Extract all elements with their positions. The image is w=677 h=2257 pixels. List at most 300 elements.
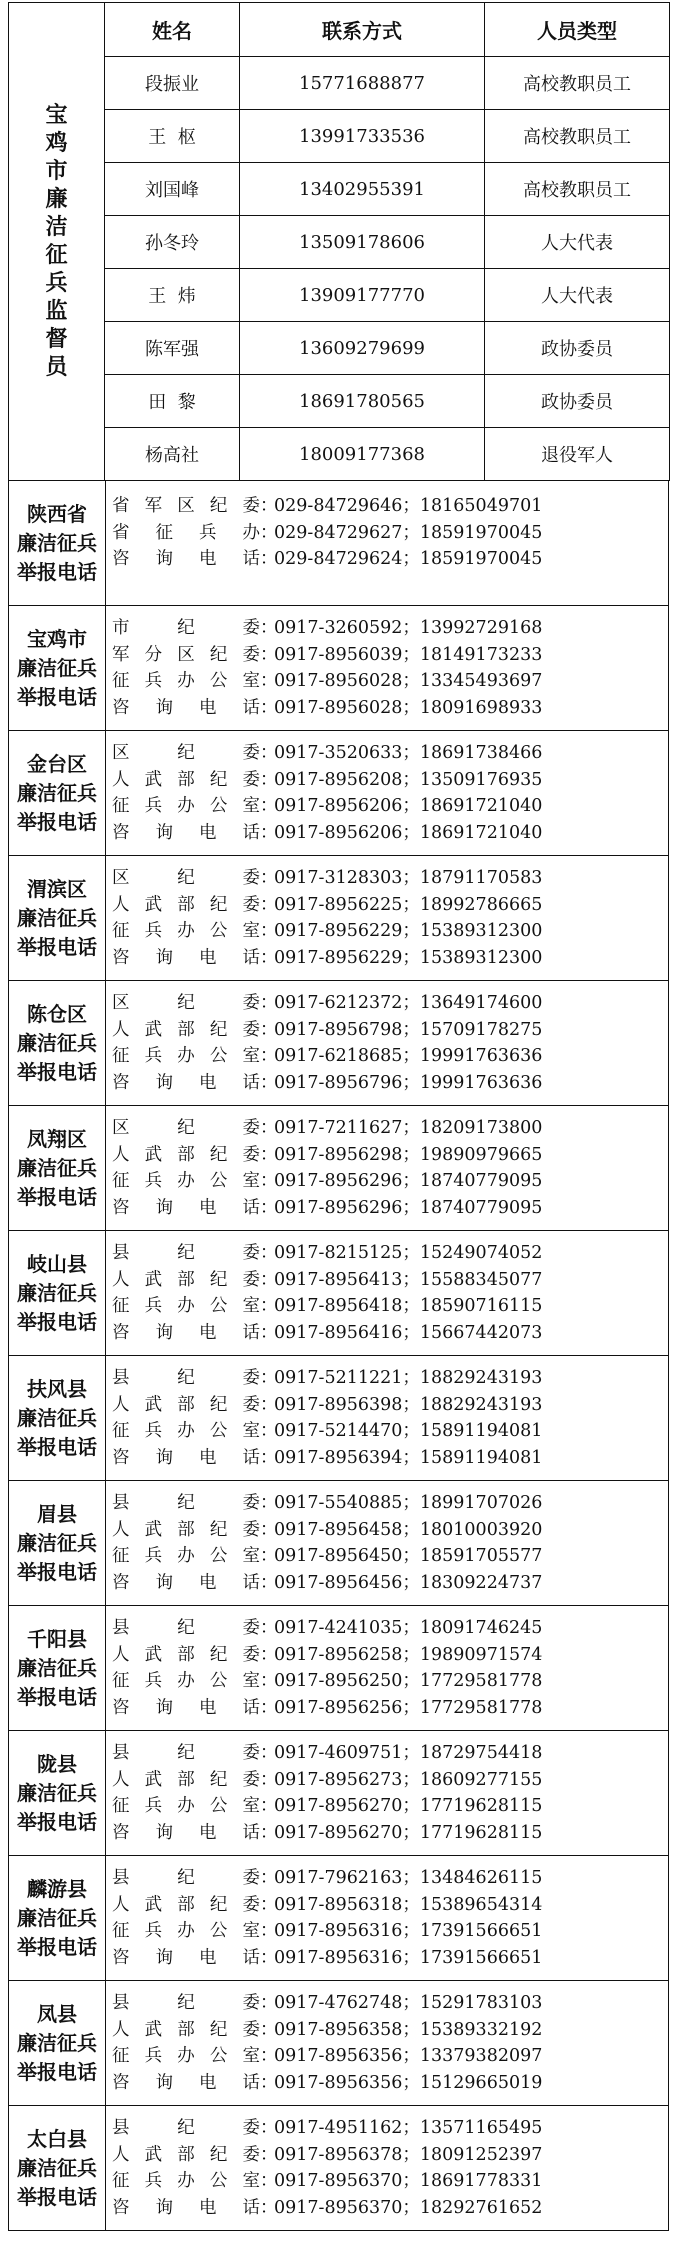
hotline-phone[interactable]: 0917-6212372；13649174600 (274, 993, 543, 1013)
hotline-region-line: 举报电话 (17, 2059, 97, 2084)
hotline-region-line: 陕西省 (27, 501, 87, 526)
hotline-phone[interactable]: 0917-8956208；13509176935 (274, 769, 543, 790)
hotline-phone[interactable]: 0917-8956258；19890971574 (274, 1644, 543, 1665)
hotline-label: 县纪委 (112, 1868, 260, 1888)
hotline-entry (112, 2043, 668, 2070)
hotline-region-line: 眉县 (37, 1501, 77, 1526)
hotline-label: 人武部纪委 (112, 2144, 260, 2165)
hotline-phone[interactable]: 0917-8956229；15389312300 (274, 947, 543, 968)
hotline-phone[interactable]: 0917-8956028；18091698933 (274, 697, 543, 718)
hotline-entry (112, 1990, 668, 2017)
hotline-region-line: 岐山县 (27, 1251, 87, 1276)
hotline-region (9, 1231, 106, 1355)
hotline-region-line: 麟游县 (27, 1876, 87, 1901)
hotline-label: 人武部纪委 (112, 1769, 260, 1790)
hotline-phone[interactable]: 0917-8956370；18292761652 (274, 2197, 543, 2218)
hotline-phone[interactable]: 0917-8956358；15389332192 (274, 2019, 543, 2040)
hotline-phone[interactable]: 0917-8956416；15667442073 (274, 1322, 543, 1343)
hotline-colon: ： (260, 549, 278, 569)
hotline-entry (112, 1820, 668, 1847)
hotline-entry (112, 1767, 668, 1794)
hotline-region-line: 廉洁征兵 (17, 655, 97, 680)
hotline-entry (112, 1668, 668, 1695)
hotline-lines (106, 981, 668, 1105)
hotline-colon: ： (260, 2171, 278, 2191)
hotline-entry (112, 1740, 668, 1767)
hotline-phone[interactable]: 029-84729627；18591970045 (274, 522, 543, 543)
monitor-row (9, 269, 670, 322)
hotline-label: 咨询电话 (112, 1322, 260, 1343)
hotline-lines (106, 1981, 668, 2105)
monitor-type-cell: 人大代表 (485, 269, 670, 322)
hotline-label: 征兵办公室 (112, 1171, 260, 1191)
hotline-entry (112, 945, 668, 972)
hotline-phone[interactable]: 0917-8956270；17719628115 (274, 1796, 543, 1816)
hotline-colon: ： (260, 697, 278, 718)
monitor-group-label: 宝鸡市廉洁征兵监督员 (45, 102, 68, 380)
hotline-colon: ： (260, 921, 278, 941)
hotline-entry (112, 1695, 668, 1722)
hotline-label: 征兵办公室 (112, 2046, 260, 2066)
hotline-colon: ： (260, 796, 278, 816)
hotline-entry (112, 892, 668, 919)
hotline-label: 征兵办公室 (112, 2171, 260, 2191)
hotline-region-line: 举报电话 (17, 2184, 97, 2209)
hotline-colon: ： (260, 822, 278, 843)
hotline-colon: ： (260, 1572, 278, 1593)
monitor-type-cell: 高校教职员工 (485, 163, 670, 216)
hotline-label: 人武部纪委 (112, 1144, 260, 1165)
hotline-label: 省征兵办 (112, 522, 260, 543)
monitor-name-cell: 王 枢 (105, 110, 240, 163)
hotline-label: 征兵办公室 (112, 671, 260, 691)
monitor-name-cell: 陈军强 (105, 322, 240, 375)
hotline-region-line: 举报电话 (17, 809, 97, 834)
hotline-lines (106, 1481, 668, 1605)
hotline-region (9, 856, 106, 980)
hotline-label: 征兵办公室 (112, 1671, 260, 1691)
hotline-region-line: 廉洁征兵 (17, 1530, 97, 1555)
hotline-label: 县纪委 (112, 1993, 260, 2013)
hotline-phone[interactable]: 0917-7211627；18209173800 (274, 1118, 543, 1138)
header-contact: 联系方式 (240, 3, 485, 57)
hotline-colon: ： (260, 644, 278, 665)
monitor-phone-cell: 13909177770 (240, 269, 485, 322)
hotline-phone[interactable]: 0917-8956229；15389312300 (274, 921, 543, 941)
hotline-block (8, 481, 669, 606)
hotline-phone[interactable]: 0917-8956298；19890979665 (274, 1144, 543, 1165)
hotline-region-line: 陇县 (37, 1751, 77, 1776)
hotline-region (9, 1606, 106, 1730)
hotline-entry (112, 1793, 668, 1820)
hotline-label: 征兵办公室 (112, 1921, 260, 1941)
hotline-entry (112, 1490, 668, 1517)
hotline-colon: ： (260, 1144, 278, 1165)
hotline-entry (112, 990, 668, 1017)
hotline-label: 咨询电话 (112, 2072, 260, 2093)
hotline-region-line: 廉洁征兵 (17, 1905, 97, 1930)
hotline-region-line: 廉洁征兵 (17, 2030, 97, 2055)
hotline-colon: ： (260, 2118, 278, 2138)
hotline-phone[interactable]: 0917-8956356；13379382097 (274, 2046, 543, 2066)
hotline-phone[interactable]: 0917-4762748；15291783103 (274, 1993, 543, 2013)
hotline-colon: ： (260, 1546, 278, 1566)
hotline-entry (112, 1918, 668, 1945)
hotline-region-line: 太白县 (27, 2126, 87, 2151)
hotline-entry (112, 1070, 668, 1097)
hotline-phone[interactable]: 0917-8215125；15249074052 (274, 1243, 543, 1263)
hotline-colon: ： (260, 1171, 278, 1191)
hotline-entry (112, 615, 668, 642)
hotline-phone[interactable]: 0917-5211221；18829243193 (274, 1368, 543, 1388)
hotline-lines (106, 2106, 668, 2230)
hotline-region-line: 金台区 (27, 751, 87, 776)
hotline-entry (112, 546, 668, 573)
hotline-entry (112, 1543, 668, 1570)
hotline-lines (106, 1606, 668, 1730)
hotline-phone[interactable]: 0917-3128303；18791170583 (274, 868, 543, 888)
hotline-phone[interactable]: 0917-8956378；18091252397 (274, 2144, 543, 2165)
monitor-row (9, 375, 670, 428)
hotline-entry (112, 918, 668, 945)
monitor-group-label-cell (9, 3, 105, 481)
hotline-colon: ： (260, 2072, 278, 2093)
hotline-phone[interactable]: 0917-8956270；17719628115 (274, 1822, 543, 1843)
hotline-label: 咨询电话 (112, 822, 260, 843)
hotline-colon: ： (260, 1618, 278, 1638)
hotline-colon: ： (260, 1493, 278, 1513)
hotline-colon: ： (260, 1894, 278, 1915)
hotline-block (8, 1106, 669, 1231)
hotline-region (9, 731, 106, 855)
hotline-colon: ： (260, 2144, 278, 2165)
hotline-entry (112, 740, 668, 767)
hotline-phone[interactable]: 0917-8956394；15891194081 (274, 1447, 543, 1468)
hotline-region-line: 廉洁征兵 (17, 905, 97, 930)
monitor-phone-cell: 18691780565 (240, 375, 485, 428)
monitor-name-cell: 刘国峰 (105, 163, 240, 216)
hotline-label: 区纪委 (112, 743, 260, 763)
hotline-entry (112, 1945, 668, 1972)
hotline-entry (112, 1392, 668, 1419)
hotline-label: 区纪委 (112, 993, 260, 1013)
hotline-label: 人武部纪委 (112, 1894, 260, 1915)
hotline-entry (112, 695, 668, 722)
header-type: 人员类型 (485, 3, 670, 57)
hotline-phone[interactable]: 0917-8956413；15588345077 (274, 1269, 543, 1290)
hotline-label: 区纪委 (112, 1118, 260, 1138)
hotline-phone[interactable]: 0917-8956796；19991763636 (274, 1072, 543, 1093)
monitor-name-cell: 段振业 (105, 57, 240, 110)
hotline-phone[interactable]: 0917-8956356；15129665019 (274, 2072, 543, 2093)
hotline-region-line: 凤县 (37, 2001, 77, 2026)
hotline-region-line: 廉洁征兵 (17, 1655, 97, 1680)
hotline-entry (112, 1445, 668, 1472)
hotline-label: 人武部纪委 (112, 1019, 260, 1040)
monitor-row (9, 322, 670, 375)
hotline-phone[interactable]: 0917-5214470；15891194081 (274, 1421, 543, 1441)
hotline-label: 征兵办公室 (112, 796, 260, 816)
hotline-entry (112, 1142, 668, 1169)
hotline-block (8, 2106, 669, 2231)
hotline-colon: ： (260, 1394, 278, 1415)
hotline-entry (112, 1293, 668, 1320)
hotline-entry (112, 1115, 668, 1142)
hotline-lines (106, 481, 668, 605)
hotline-label: 征兵办公室 (112, 921, 260, 941)
monitor-name-cell: 杨高社 (105, 428, 240, 481)
monitor-row (9, 163, 670, 216)
hotline-entry (112, 1365, 668, 1392)
hotline-colon: ： (260, 769, 278, 790)
hotline-phone[interactable]: 0917-8956370；18691778331 (274, 2171, 543, 2191)
hotline-label: 咨询电话 (112, 1447, 260, 1468)
hotline-entry (112, 2017, 668, 2044)
hotline-entry (112, 820, 668, 847)
hotline-entry (112, 2070, 668, 2097)
hotline-entry (112, 767, 668, 794)
hotline-colon: ： (260, 1743, 278, 1763)
hotline-label: 人武部纪委 (112, 2019, 260, 2040)
hotline-lines (106, 1856, 668, 1980)
hotline-region-line: 扶风县 (27, 1376, 87, 1401)
hotline-label: 人武部纪委 (112, 1644, 260, 1665)
hotline-label: 征兵办公室 (112, 1546, 260, 1566)
hotline-phone[interactable]: 0917-8956225；18992786665 (274, 894, 543, 915)
hotline-colon: ： (260, 743, 278, 763)
hotline-phone[interactable]: 0917-8956296；18740779095 (274, 1171, 543, 1191)
hotline-lines (106, 606, 668, 730)
hotline-phone[interactable]: 0917-8956798；15709178275 (274, 1019, 543, 1040)
hotline-phone[interactable]: 0917-8956296；18740779095 (274, 1197, 543, 1218)
hotline-phone[interactable]: 0917-8956039；18149173233 (274, 644, 543, 665)
hotline-colon: ： (260, 1197, 278, 1218)
hotline-region (9, 606, 106, 730)
hotline-region-line: 廉洁征兵 (17, 1280, 97, 1305)
hotline-label: 咨询电话 (112, 1947, 260, 1968)
hotline-phone[interactable]: 0917-8956273；18609277155 (274, 1769, 543, 1790)
hotline-region-line: 廉洁征兵 (17, 1405, 97, 1430)
hotline-label: 区纪委 (112, 868, 260, 888)
hotline-phone[interactable]: 0917-8956256；17729581778 (274, 1697, 543, 1718)
hotline-colon: ： (260, 1447, 278, 1468)
hotline-colon: ： (260, 1519, 278, 1540)
hotline-colon: ： (260, 1644, 278, 1665)
hotline-entry (112, 493, 668, 520)
hotline-region-line: 廉洁征兵 (17, 1780, 97, 1805)
hotline-entry (112, 1865, 668, 1892)
hotline-phone[interactable]: 0917-8956458；18010003920 (274, 1519, 543, 1540)
hotline-phone[interactable]: 0917-8956418；18590716115 (274, 1296, 543, 1316)
hotline-phone[interactable]: 0917-6218685；19991763636 (274, 1046, 543, 1066)
monitor-row (9, 57, 670, 110)
hotline-phone[interactable]: 0917-8956316；17391566651 (274, 1947, 543, 1968)
hotline-label: 咨询电话 (112, 1072, 260, 1093)
hotline-phone[interactable]: 0917-3520633；18691738466 (274, 743, 543, 763)
hotline-colon: ： (260, 522, 278, 543)
hotline-colon: ： (260, 1269, 278, 1290)
hotline-block (8, 1856, 669, 1981)
monitor-name-cell: 田 黎 (105, 375, 240, 428)
monitor-phone-cell: 18009177368 (240, 428, 485, 481)
hotline-phone[interactable]: 0917-8956250；17729581778 (274, 1671, 543, 1691)
hotline-lines (106, 1106, 668, 1230)
hotline-phone[interactable]: 0917-8956398；18829243193 (274, 1394, 543, 1415)
hotline-phone[interactable]: 0917-4951162；13571165495 (274, 2118, 543, 2138)
hotline-phone[interactable]: 0917-8956456；18309224737 (274, 1572, 543, 1593)
hotline-region-line: 举报电话 (17, 1184, 97, 1209)
hotline-label: 县纪委 (112, 1493, 260, 1513)
hotline-region-line: 举报电话 (17, 1434, 97, 1459)
header-name: 姓名 (105, 3, 240, 57)
hotline-label: 县纪委 (112, 1243, 260, 1263)
hotline-region-line: 宝鸡市 (27, 626, 87, 651)
hotline-entry (112, 1517, 668, 1544)
hotline-region-line: 廉洁征兵 (17, 2155, 97, 2180)
hotline-label: 省军区纪委 (112, 496, 260, 516)
monitor-phone-cell: 13991733536 (240, 110, 485, 163)
hotline-colon: ： (260, 894, 278, 915)
hotline-region-line: 举报电话 (17, 1934, 97, 1959)
hotline-colon: ： (260, 1822, 278, 1843)
hotline-phone[interactable]: 0917-8956206；18691721040 (274, 796, 543, 816)
hotline-entry (112, 2142, 668, 2169)
hotline-entry (112, 2115, 668, 2142)
hotline-region (9, 1981, 106, 2105)
hotline-block (8, 1731, 669, 1856)
hotline-colon: ： (260, 2046, 278, 2066)
monitor-name-cell: 王 炜 (105, 269, 240, 322)
hotline-lines (106, 731, 668, 855)
hotline-phone[interactable]: 029-84729646；18165049701 (274, 496, 543, 516)
hotline-entry (112, 1168, 668, 1195)
hotline-label: 县纪委 (112, 1618, 260, 1638)
hotline-region-line: 廉洁征兵 (17, 1155, 97, 1180)
hotline-label: 人武部纪委 (112, 1394, 260, 1415)
hotline-colon: ： (260, 1072, 278, 1093)
hotline-colon: ： (260, 1796, 278, 1816)
hotline-colon: ： (260, 947, 278, 968)
hotline-region-line: 廉洁征兵 (17, 1030, 97, 1055)
hotline-colon: ： (260, 1993, 278, 2013)
hotline-colon: ： (260, 1368, 278, 1388)
hotline-block (8, 606, 669, 731)
hotline-phone[interactable]: 0917-7962163；13484626115 (274, 1868, 543, 1888)
hotline-phone[interactable]: 0917-8956316；17391566651 (274, 1921, 543, 1941)
hotline-label: 咨询电话 (112, 697, 260, 718)
hotline-label: 人武部纪委 (112, 1269, 260, 1290)
monitor-type-cell: 政协委员 (485, 322, 670, 375)
hotline-label: 县纪委 (112, 1743, 260, 1763)
hotline-entry (112, 1642, 668, 1669)
hotline-region-line: 廉洁征兵 (17, 530, 97, 555)
hotline-region-line: 渭滨区 (27, 876, 87, 901)
hotline-region-line: 陈仓区 (27, 1001, 87, 1026)
hotline-label: 人武部纪委 (112, 769, 260, 790)
monitor-header-row (9, 3, 670, 57)
hotline-phone[interactable]: 0917-8956318；15389654314 (274, 1894, 543, 1915)
hotline-phone[interactable]: 0917-4609751；18729754418 (274, 1743, 543, 1763)
monitor-type-cell: 退役军人 (485, 428, 670, 481)
hotline-region (9, 981, 106, 1105)
hotline-region (9, 1356, 106, 1480)
hotline-phone[interactable]: 0917-8956450；18591705577 (274, 1546, 543, 1566)
hotline-label: 咨询电话 (112, 549, 260, 569)
hotline-entry (112, 1320, 668, 1347)
hotline-phone[interactable]: 0917-5540885；18991707026 (274, 1493, 543, 1513)
hotline-region-line: 举报电话 (17, 559, 97, 584)
hotline-phone[interactable]: 029-84729624；18591970045 (274, 549, 543, 569)
hotline-colon: ： (260, 2197, 278, 2218)
monitor-phone-cell: 13509178606 (240, 216, 485, 269)
hotline-phone[interactable]: 0917-3260592；13992729168 (274, 618, 543, 638)
hotline-colon: ： (260, 1947, 278, 1968)
hotline-block (8, 981, 669, 1106)
hotline-label: 咨询电话 (112, 2197, 260, 2218)
hotline-label: 人武部纪委 (112, 1519, 260, 1540)
hotline-phone[interactable]: 0917-4241035；18091746245 (274, 1618, 543, 1638)
hotline-region-line: 举报电话 (17, 1684, 97, 1709)
hotline-entry (112, 1615, 668, 1642)
document-page (8, 2, 669, 2231)
hotline-colon: ： (260, 1019, 278, 1040)
hotline-region (9, 1481, 106, 1605)
hotline-colon: ： (260, 1769, 278, 1790)
hotline-lines (106, 1356, 668, 1480)
hotline-block (8, 731, 669, 856)
hotline-block (8, 1356, 669, 1481)
monitor-type-cell: 高校教职员工 (485, 57, 670, 110)
hotline-colon: ： (260, 1046, 278, 1066)
hotline-colon: ： (260, 868, 278, 888)
hotline-colon: ： (260, 1118, 278, 1138)
hotline-colon: ： (260, 618, 278, 638)
monitor-type-cell: 人大代表 (485, 216, 670, 269)
hotline-region-line: 举报电话 (17, 1309, 97, 1334)
monitor-type-cell: 高校教职员工 (485, 110, 670, 163)
hotline-block (8, 1481, 669, 1606)
hotline-phone[interactable]: 0917-8956028；13345493697 (274, 671, 543, 691)
monitor-phone-cell: 15771688877 (240, 57, 485, 110)
hotline-entry (112, 2168, 668, 2195)
hotline-entry (112, 520, 668, 547)
hotline-label: 咨询电话 (112, 1197, 260, 1218)
hotline-list (8, 481, 669, 2231)
hotline-region-line: 举报电话 (17, 1059, 97, 1084)
hotline-colon: ： (260, 1322, 278, 1343)
hotline-entry (112, 2195, 668, 2222)
monitor-phone-cell: 13609279699 (240, 322, 485, 375)
hotline-region-line: 千阳县 (27, 1626, 87, 1651)
hotline-region (9, 2106, 106, 2230)
monitor-phone-cell: 13402955391 (240, 163, 485, 216)
hotline-colon: ： (260, 1243, 278, 1263)
hotline-entry (112, 865, 668, 892)
hotline-colon: ： (260, 1697, 278, 1718)
hotline-colon: ： (260, 1868, 278, 1888)
hotline-lines (106, 1231, 668, 1355)
hotline-label: 市纪委 (112, 618, 260, 638)
hotline-label: 人武部纪委 (112, 894, 260, 915)
hotline-entry (112, 1043, 668, 1070)
hotline-region (9, 1856, 106, 1980)
hotline-phone[interactable]: 0917-8956206；18691721040 (274, 822, 543, 843)
hotline-colon: ： (260, 993, 278, 1013)
hotline-region-line: 举报电话 (17, 684, 97, 709)
monitor-type-cell: 政协委员 (485, 375, 670, 428)
hotline-entry (112, 1195, 668, 1222)
hotline-entry (112, 1892, 668, 1919)
